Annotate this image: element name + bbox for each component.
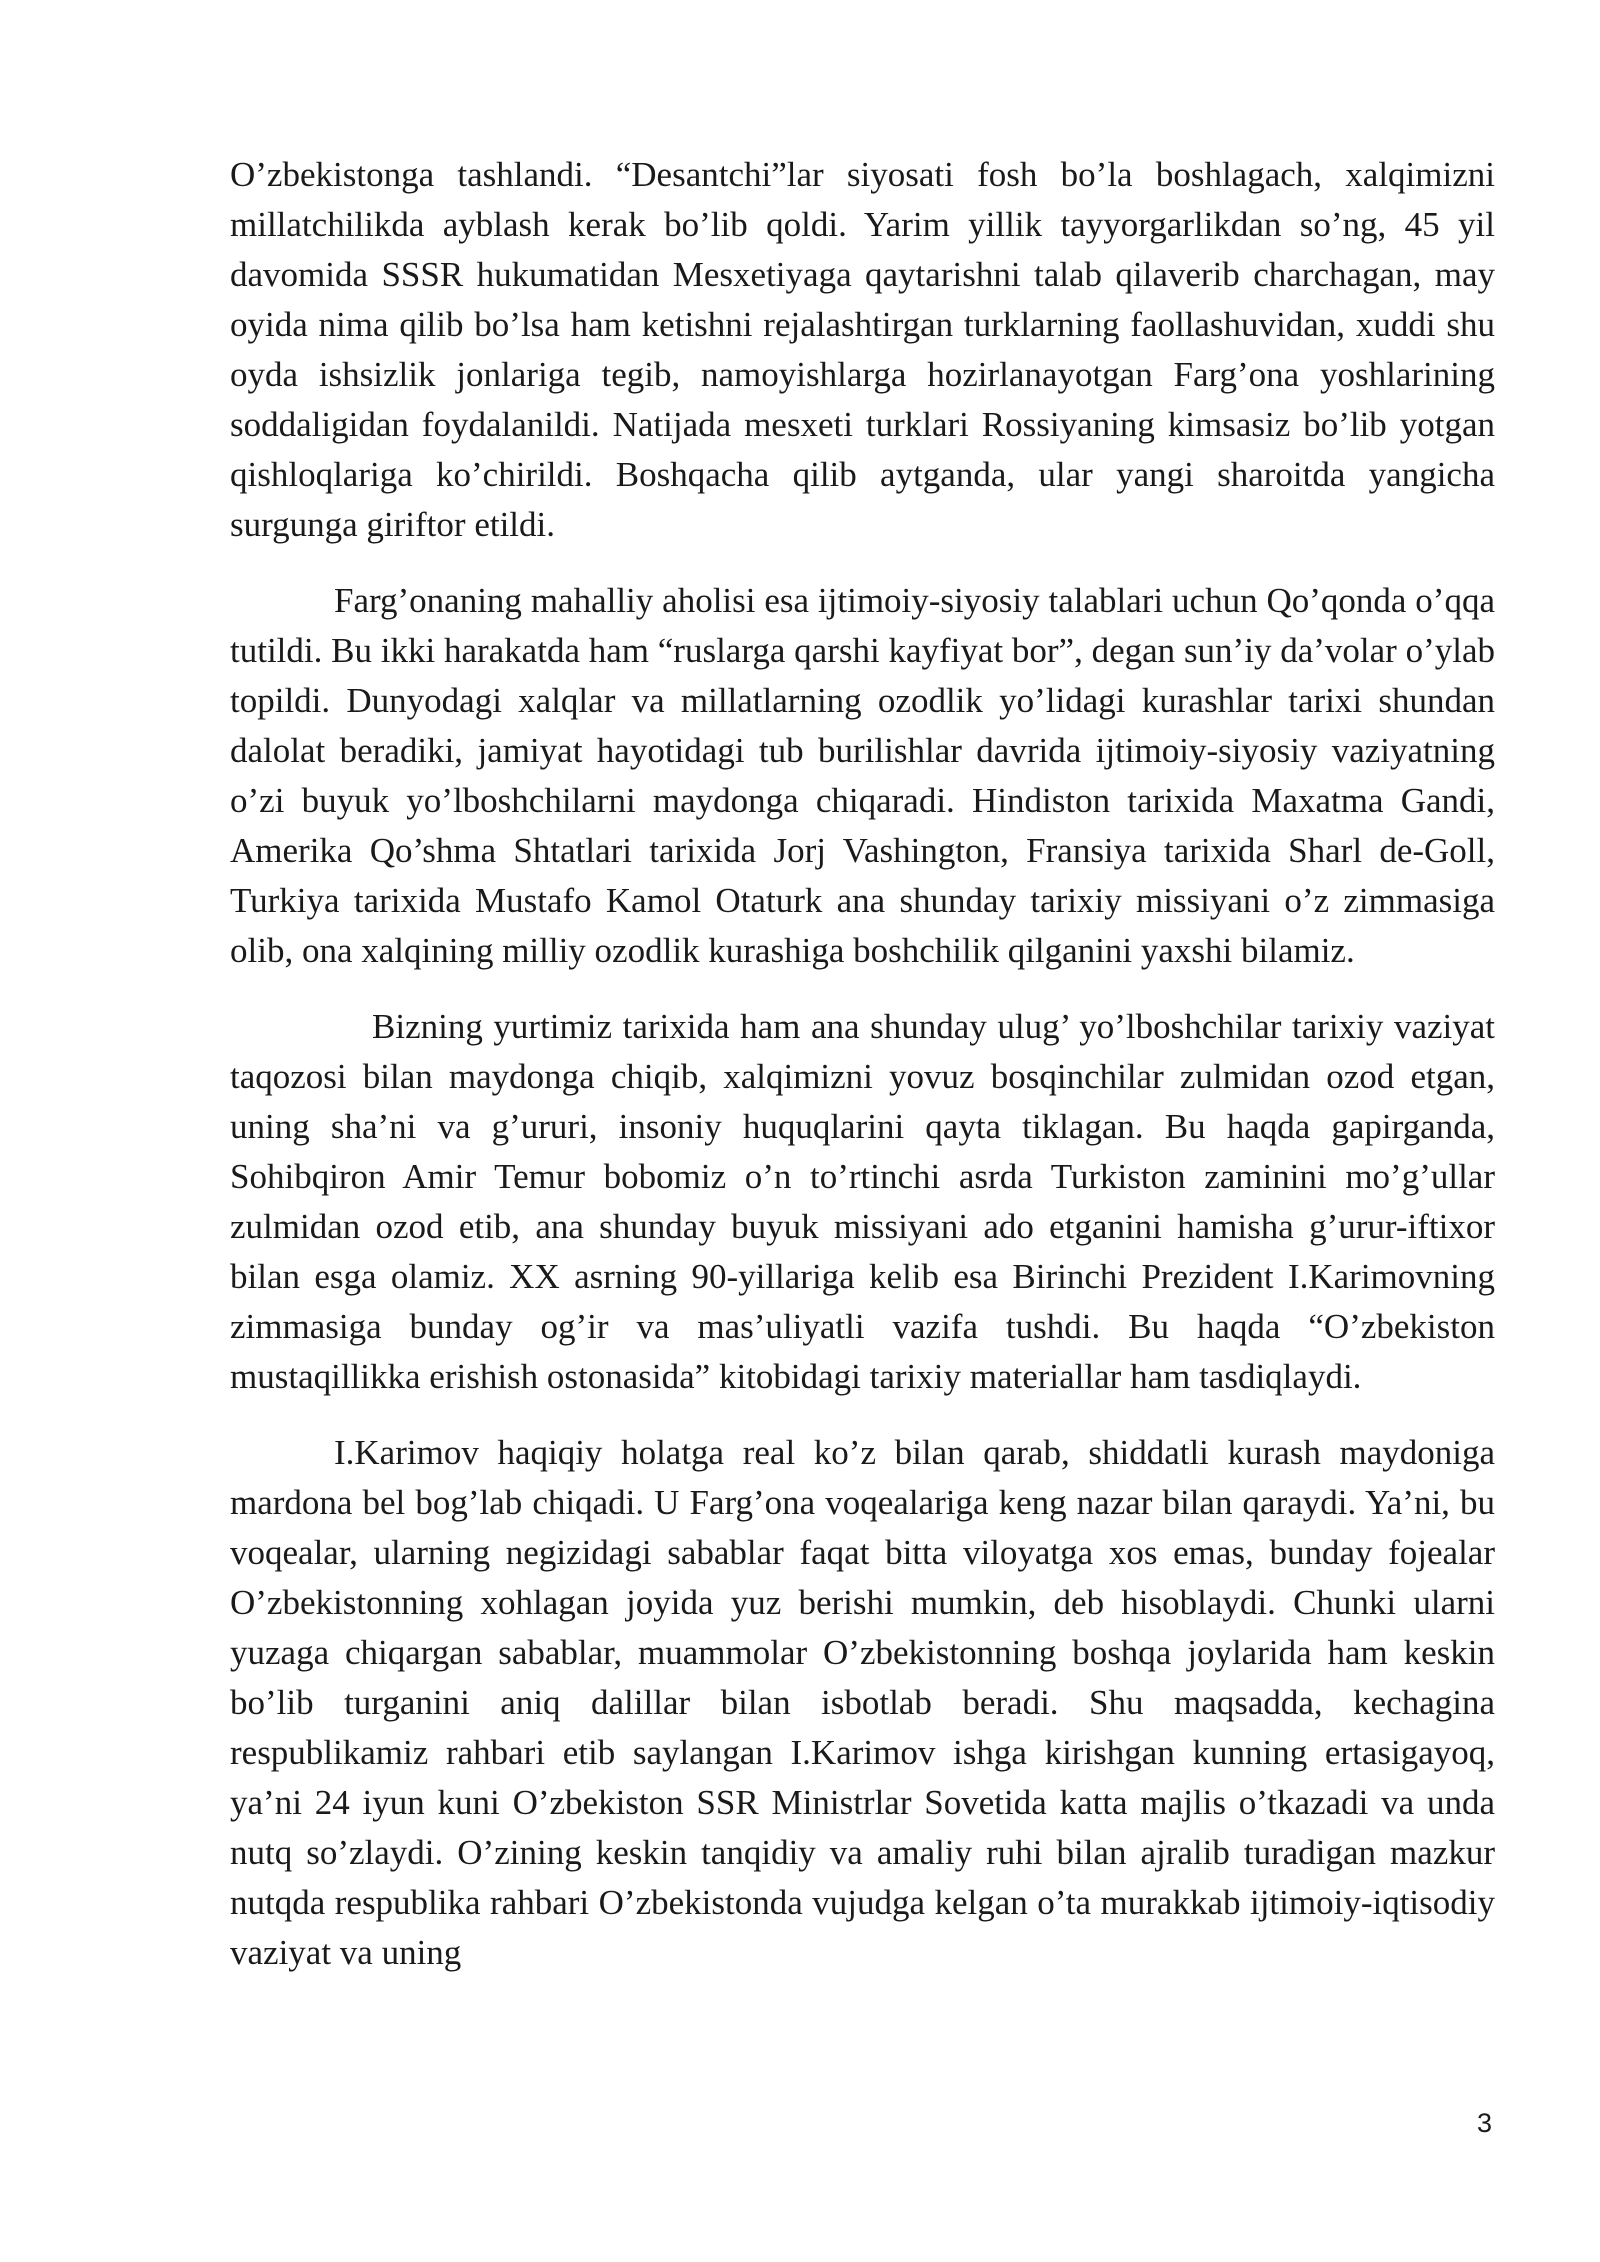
page-number: 3 — [1476, 2108, 1492, 2138]
paragraph-1: O’zbekistonga tashlandi. “Desantchi”lar siyosati fosh bo’la boshlagach, xalqimizni millatchilikda ayblash kerak bo’lib qoldi. Yarim yillik tayyorgarlikdan so’ng, 45 yil davomida SSSR hukumatidan Mesxetiyaga qaytarishni talab qilaverib charchagan, may oyida nima qilib bo’lsa ham ketishni rejalashtirgan turklarning faollashuvidan, xuddi shu oyda ishsizlik jonlariga tegib, namoyishlarga hozirlanayotgan Farg’ona yoshlarining soddaligidan foydalanildi. Natijada mesxeti turklari Rossiyaning kimsasiz bo’lib yotgan qishloqlariga ko’chirildi. Boshqacha qilib aytganda, ular yangi sharoitda yangicha surgunga giriftor etildi. — [230, 155, 1495, 544]
paragraph-4: I.Karimov haqiqiy holatga real ko’z bilan qarab, shiddatli kurash maydoniga mardona bel bog’lab chiqadi. U Farg’ona voqealariga keng nazar bilan qaraydi. Ya’ni, bu voqealar, ularning negizidagi sabablar faqat bitta viloyatga xos emas, bunday fojealar O’zbekistonning xohlagan joyida yuz berishi mumkin, deb hisoblaydi. Chunki ularni yuzaga chiqargan sabablar, muammolar O’zbekistonning boshqa joylarida ham keskin bo’lib turganini aniq dalillar bilan isbotlab beradi. Shu maqsadda, kechagina respublikamiz rahbari etib saylangan I.Karimov ishga kirishgan kunning ertasigayoq, ya’ni 24 iyun kuni O’zbekiston SSR Ministrlar Sovetida katta majlis o’tkazadi va unda nutq so’zlaydi. O’zining keskin tanqidiy va amaliy ruhi bilan ajralib turadigan mazkur nutqda respublika rahbari O’zbekistonda vujudga kelgan o’ta murakkab ijtimoiy-iqtisodiy vaziyat va uning — [230, 1433, 1495, 1972]
body-text — [230, 150, 1495, 2004]
paragraph-2: Farg’onaning mahalliy aholisi esa ijtimoiy-siyosiy talablari uchun Qo’qonda o’qqa tutildi. Bu ikki harakatda ham “ruslarga qarshi kayfiyat bor”, degan sun’iy da’volar o’ylab topildi. Dunyodagi xalqlar va millatlarning ozodlik yo’lidagi kurashlar tarixi shundan dalolat beradiki, jamiyat hayotidagi tub burilishlar davrida ijtimoiy-siyosiy vaziyatning o’zi buyuk yo’lboshchilarni maydonga chiqaradi. Hindiston tarixida Maxatma Gandi, Amerika Qo’shma Shtatlari tarixida Jorj Vashington, Fransiya tarixida Sharl de-Goll, Turkiya tarixida Mustafo Kamol Otaturk ana shunday tarixiy missiyani o’z zimmasiga olib, ona xalqining milliy ozodlik kurashiga boshchilik qilganini yaxshi bilamiz. — [230, 581, 1495, 970]
paragraph-3: Bizning yurtimiz tarixida ham ana shunday ulug’ yo’lboshchilar tarixiy vaziyat taqozosi bilan maydonga chiqib, xalqimizni yovuz bosqinchilar zulmidan ozod etgan, uning sha’ni va g’ururi, insoniy huquqlarini qayta tiklagan. Bu haqda gapirganda, Sohibqiron Amir Temur bobomiz o’n to’rtinchi asrda Turkiston zaminini mo’g’ullar zulmidan ozod etib, ana shunday buyuk missiyani ado etganini hamisha g’urur-iftixor bilan esga olamiz. XX asrning 90-yillariga kelib esa Birinchi Prezident I.Karimovning zimmasiga bunday og’ir va mas’uliyatli vazifa tushdi. Bu haqda “O’zbekiston mustaqillikka erishish ostonasida” kitobidagi tarixiy materiallar ham tasdiqlaydi. — [230, 1007, 1495, 1396]
